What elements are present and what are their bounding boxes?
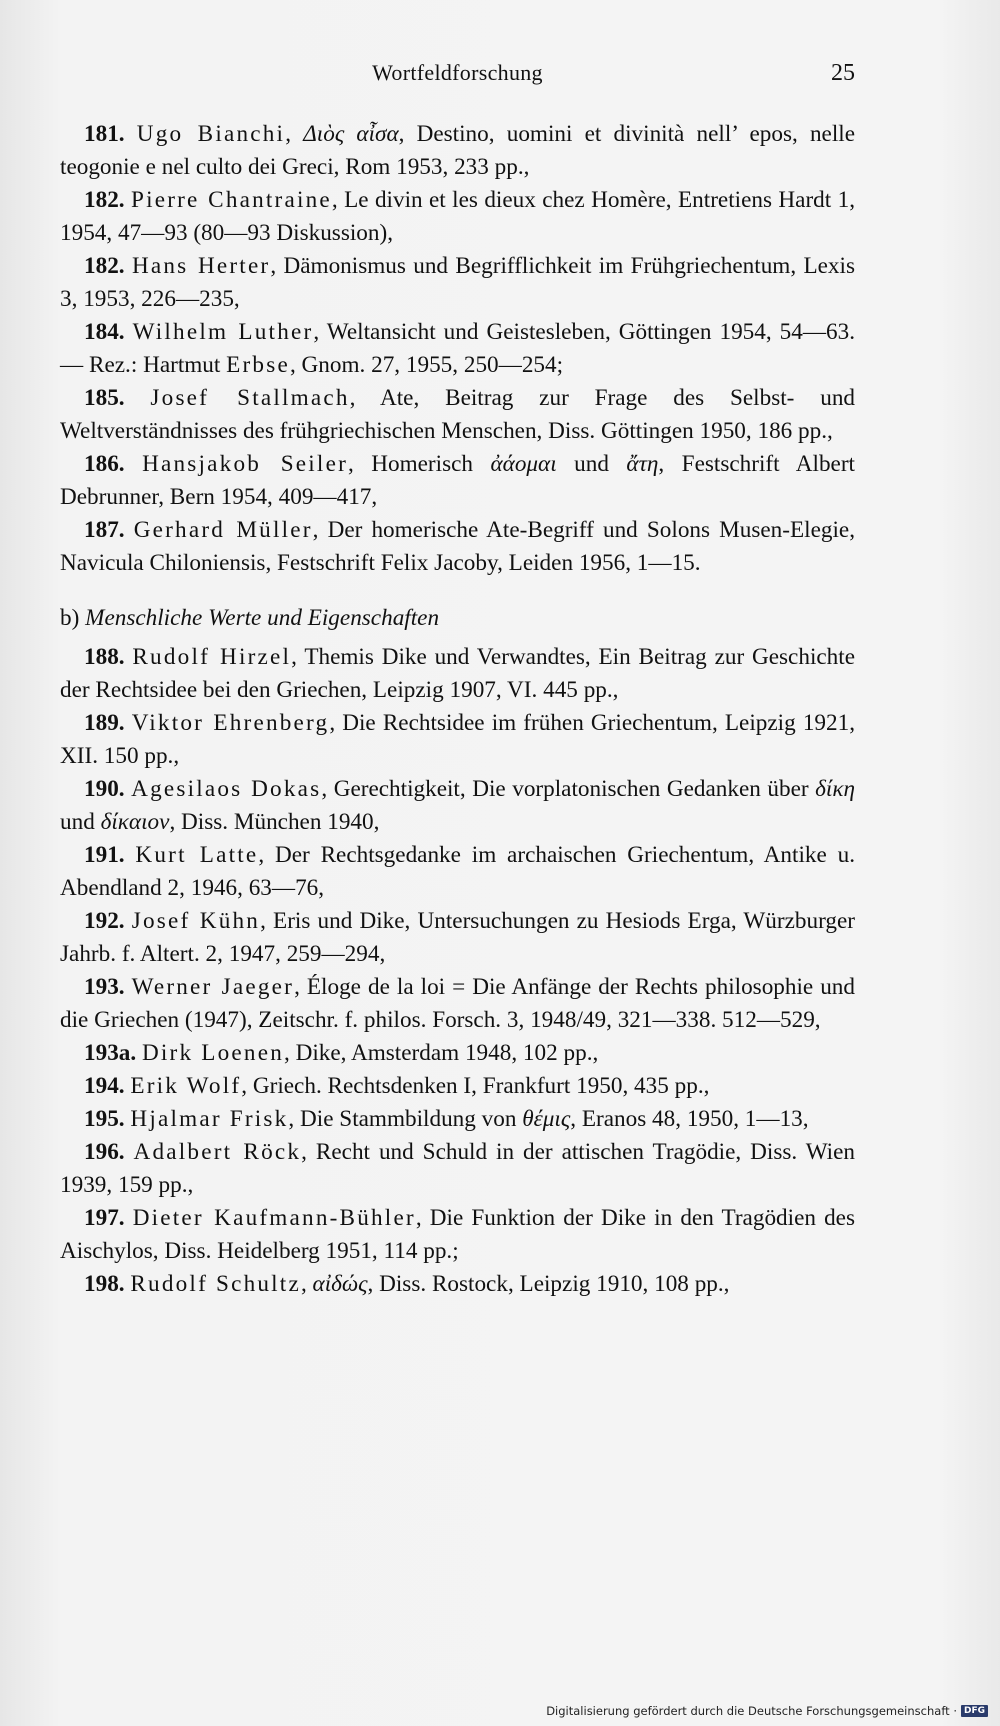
entry-author: Adalbert Röck bbox=[133, 1139, 302, 1165]
section-heading bbox=[60, 602, 855, 635]
greek-term: θέμις bbox=[522, 1106, 571, 1132]
entry-text: , Dike, Amsterdam 1948, 102 pp., bbox=[284, 1040, 599, 1066]
entry-author: Ugo Bianchi bbox=[136, 121, 286, 147]
entry-author: Dieter Kaufmann-Bühler bbox=[132, 1205, 416, 1231]
entry-author: Hans Herter bbox=[131, 253, 271, 279]
entry-text: , Diss. München 1940, bbox=[169, 809, 380, 835]
bibliography-entry bbox=[60, 1136, 855, 1202]
entry-author: Agesilaos Dokas bbox=[131, 776, 322, 802]
entry-author: Rudolf Hirzel bbox=[132, 644, 292, 670]
entry-text: , Die Funktion der Dike in den Tragödien des Aischylos, Diss. Heidelberg 1951, 114 pp.; bbox=[60, 1205, 855, 1264]
entry-text: , Festschrift Albert Debrunner, Bern 1954, 409—417, bbox=[60, 451, 855, 510]
entry-text: , Themis Dike und Verwandtes, Ein Beitrag zur Geschichte der Rechtsidee bei den Griechen, Leipzig 1907, VI. 445 pp., bbox=[60, 644, 856, 703]
entry-text: , Gerechtigkeit, Die vorplatonischen Gedanken über bbox=[321, 776, 816, 802]
entry-number: 198. bbox=[84, 1271, 125, 1297]
entry-text: , Weltansicht und Geistesleben, Göttingen 1954, 54—63. — Rez.: Hartmut bbox=[60, 319, 856, 378]
bibliography-entry bbox=[60, 641, 855, 707]
entry-text: , Gnom. 27, 1955, 250—254; bbox=[289, 352, 564, 378]
entry-text: , Recht und Schuld in der attischen Tragödie, Diss. Wien 1939, 159 pp., bbox=[60, 1139, 855, 1198]
entry-author: Kurt Latte bbox=[135, 842, 259, 868]
entry-text: , Der homerische Ate-Begriff und Solons Musen-Elegie, Navicula Chiloniensis, Festschrift Felix Jacoby, Leiden 1956, 1—15. bbox=[60, 517, 856, 576]
page-header bbox=[60, 60, 855, 94]
entry-text: und bbox=[556, 451, 627, 477]
entry-number: 186. bbox=[84, 451, 125, 477]
bibliography-entry bbox=[60, 448, 855, 514]
entry-author: Dirk Loenen bbox=[141, 1040, 284, 1066]
entry-author: Hjalmar Frisk bbox=[130, 1106, 289, 1132]
bibliography-entry bbox=[60, 316, 855, 382]
bibliography-entry bbox=[60, 1268, 855, 1301]
entry-text: , Die Stammbildung von bbox=[288, 1106, 523, 1132]
entry-text: , Der Rechtsgedanke im archaischen Griechentum, Antike u. Abendland 2, 1946, 63—76, bbox=[60, 842, 856, 901]
entry-text: , Ate, Beitrag zur Frage des Selbst- und Weltverständnisses des frühgriechischen Menschen, Diss. Göttingen 1950, 186 pp., bbox=[60, 385, 856, 444]
dfg-logo: DFG bbox=[961, 1705, 988, 1717]
entry-number: 181. bbox=[84, 121, 125, 147]
entry-author: Wilhelm Luther bbox=[132, 319, 314, 345]
bibliography-entry bbox=[60, 1070, 855, 1103]
entry-number: 182. bbox=[84, 187, 125, 213]
entry-number: 189. bbox=[84, 710, 125, 736]
bibliography-entry bbox=[60, 707, 855, 773]
bibliography-entry bbox=[60, 514, 855, 580]
entry-text: , Éloge de la loi = Die Anfänge der Rechts philosophie und die Griechen (1947), Zeitschr. f. philos. Forsch. 3, 1948/49, 321—338. 512—529, bbox=[60, 974, 855, 1033]
bibliography-entry bbox=[60, 839, 855, 905]
entry-number: 193a. bbox=[84, 1040, 137, 1066]
entry-author: Josef Stallmach bbox=[150, 385, 350, 411]
entry-number: 197. bbox=[84, 1205, 125, 1231]
entry-author: Erik Wolf bbox=[130, 1073, 242, 1099]
entry-number: 185. bbox=[84, 385, 125, 411]
greek-term: ἄτη bbox=[626, 451, 659, 477]
greek-term: Διὸς αἶσα bbox=[303, 121, 399, 147]
bibliography-body bbox=[60, 118, 855, 1301]
entry-author: Josef Kühn bbox=[131, 908, 261, 934]
footer-text: Digitalisierung gefördert durch die Deutsche Forschungsgemeinschaft · bbox=[546, 1704, 957, 1718]
bibliography-entry bbox=[60, 1202, 855, 1268]
entry-number: 188. bbox=[84, 644, 125, 670]
digitization-footer bbox=[546, 1704, 988, 1718]
entry-number: 195. bbox=[84, 1106, 125, 1132]
entry-text: und bbox=[60, 809, 101, 835]
entry-author: Rudolf Schultz bbox=[130, 1271, 301, 1297]
entry-number: 182. bbox=[84, 253, 125, 279]
reviewer-name: Erbse bbox=[226, 352, 290, 378]
entry-text: , bbox=[285, 121, 304, 147]
entry-list-b bbox=[60, 641, 855, 1301]
page-number: 25 bbox=[831, 60, 855, 86]
entry-author: Pierre Chantraine bbox=[130, 187, 332, 213]
bibliography-entry bbox=[60, 382, 855, 448]
entry-number: 191. bbox=[84, 842, 125, 868]
greek-term: δίκαιον bbox=[100, 809, 170, 835]
entry-text: , Diss. Rostock, Leipzig 1910, 108 pp., bbox=[367, 1271, 730, 1297]
entry-number: 194. bbox=[84, 1073, 125, 1099]
entry-author: Werner Jaeger bbox=[131, 974, 295, 1000]
bibliography-entry bbox=[60, 773, 855, 839]
entry-text: , Eris und Dike, Untersuchungen zu Hesiods Erga, Würzburger Jahrb. f. Altert. 2, 1947, 259—294, bbox=[60, 908, 855, 967]
entry-number: 196. bbox=[84, 1139, 125, 1165]
entry-text: , Destino, uomini et divinità nell’ epos, nelle teogonie e nel culto dei Greci, Rom 1953, 233 pp., bbox=[60, 121, 856, 180]
entry-list-a bbox=[60, 118, 855, 580]
entry-text: , Eranos 48, 1950, 1—13, bbox=[570, 1106, 809, 1132]
entry-text: , Le divin et les dieux chez Homère, Entretiens Hardt 1, 1954, 47—93 (80—93 Diskussion), bbox=[60, 187, 855, 246]
entry-number: 193. bbox=[84, 974, 125, 1000]
bibliography-entry bbox=[60, 971, 855, 1037]
bibliography-entry bbox=[60, 1103, 855, 1136]
bibliography-entry bbox=[60, 905, 855, 971]
section-title: Menschliche Werte und Eigenschaften bbox=[85, 605, 440, 631]
entry-number: 192. bbox=[84, 908, 125, 934]
entry-author: Viktor Ehrenberg bbox=[131, 710, 330, 736]
bibliography-entry bbox=[60, 118, 855, 184]
section-label: b) bbox=[60, 605, 80, 631]
greek-term: αἰδώς bbox=[312, 1271, 368, 1297]
bibliography-entry bbox=[60, 250, 855, 316]
entry-text: , Homerisch bbox=[348, 451, 491, 477]
entry-author: Gerhard Müller bbox=[133, 517, 313, 543]
entry-author: Hansjakob Seiler bbox=[142, 451, 348, 477]
entry-text: , Die Rechtsidee im frühen Griechentum, Leipzig 1921, XII. 150 pp., bbox=[60, 710, 855, 769]
entry-text: , Griech. Rechtsdenken I, Frankfurt 1950, 435 pp., bbox=[241, 1073, 710, 1099]
entry-text: , bbox=[300, 1271, 313, 1297]
entry-text: , Dämonismus und Begrifflichkeit im Frühgriechentum, Lexis 3, 1953, 226—235, bbox=[60, 253, 855, 312]
running-head: Wortfeldforschung bbox=[372, 60, 543, 85]
bibliography-entry bbox=[60, 184, 855, 250]
greek-term: ἀάομαι bbox=[490, 451, 557, 477]
bibliography-entry bbox=[60, 1037, 855, 1070]
entry-number: 184. bbox=[84, 319, 125, 345]
greek-term: δίκη bbox=[815, 776, 855, 802]
entry-number: 187. bbox=[84, 517, 125, 543]
entry-number: 190. bbox=[84, 776, 125, 802]
